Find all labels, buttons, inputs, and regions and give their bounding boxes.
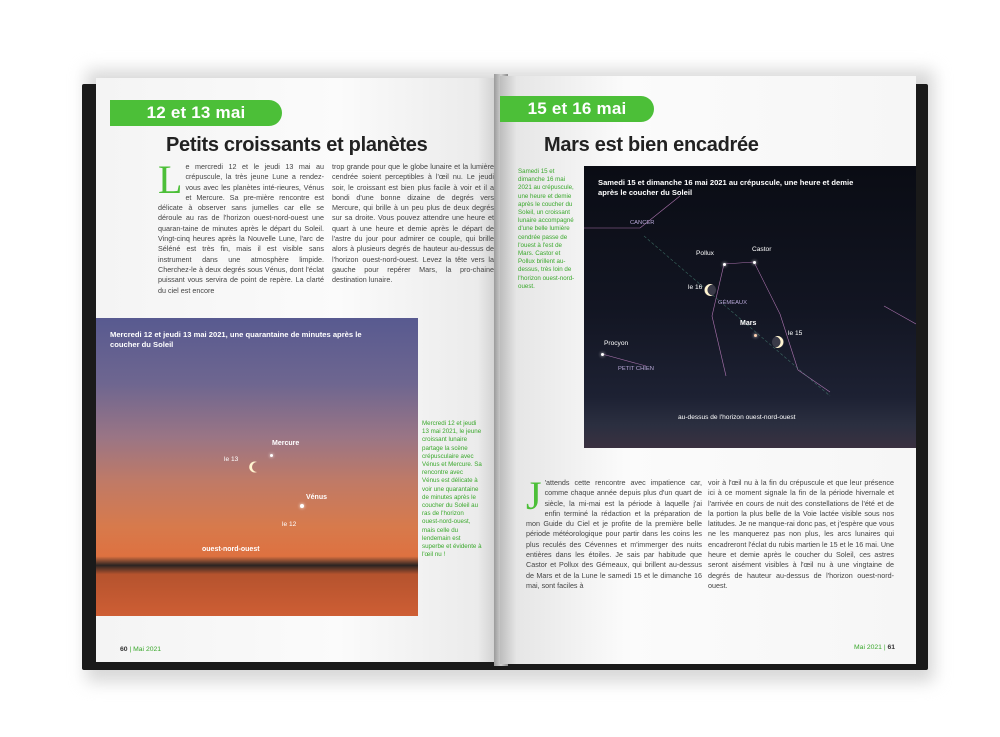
procyon-dot	[601, 353, 604, 356]
left-sky-photo	[96, 318, 418, 616]
procyon-label: Procyon	[604, 340, 629, 347]
pollux-dot	[723, 263, 726, 266]
mercury-dot	[270, 454, 273, 457]
right-date-tab: 15 et 16 mai	[500, 96, 654, 122]
cancer-label: CANCER	[630, 220, 655, 226]
mercury-label: Mercure	[272, 440, 300, 447]
right-sky-photo	[584, 166, 916, 448]
right-article-column-1	[526, 473, 702, 591]
left-date-tab: 12 et 13 mai	[110, 100, 282, 126]
right-footer-issue: Mai 2021	[854, 644, 882, 651]
left-side-caption: Mercredi 12 et jeudi 13 mai 2021, le jeune croissant lunaire partage la scène crépusculaire avec Vénus et Mercure. Sa rencontre avec Vénus est délicate à voir une quarantaine de minutes après le coucher du Soleil au ras de l'horizon ouest-nord-ouest, mais celle du lendemain est superbe et évidente à l'œil nu !	[422, 420, 482, 559]
right-side-caption: Samedi 15 et dimanche 16 mai 2021 au crépuscule, une heure et demie après le coucher du Soleil, un croissant lunaire accompagné d'une belle lumière cendrée passe de l'ouest à l'est de Mars. Castor et Pollux brillent au-dessus, très loin de l'horizon ouest-nord-ouest.	[518, 168, 575, 290]
right-drop-cap: J	[526, 473, 542, 518]
left-drop-cap: L	[158, 157, 183, 202]
left-photo-caption: Mercredi 12 et jeudi 13 mai 2021, une quarantaine de minutes après le coucher du Soleil	[110, 330, 362, 349]
left-footer-issue: Mai 2021	[133, 646, 162, 653]
venus-label: Vénus	[306, 494, 328, 501]
le-15-label: le 15	[788, 330, 803, 337]
right-article-column-2: voir à l'œil nu à la fin du crépuscule et que leur présence ici à ce moment signale la fin de la période hivernale et l'arrivée en cours de nuit des constellations de l'été et de la portion la plus belle de la Voie lactée visible sous nos latitudes. Je ne manque-rai donc pas, et j'espère que vous ne les manquerez pas non plus, les arcs lunaires qui encadreront l'éclat du rubis martien le 15 et le 16 mai. Une heure et demie après le coucher du Soleil, ces astres seront aisément visibles à l'œil nu à une vingtaine de degrés de hauteur au-dessus de l'horizon ouest-nord-ouest.	[708, 478, 894, 590]
right-page	[500, 76, 916, 664]
right-page-footer: Mai 2021 | 61	[854, 644, 896, 651]
le-13-label: le 13	[224, 456, 239, 463]
gemeaux-label: GÉMEAUX	[718, 300, 747, 306]
petit-chien-label: PETIT CHIEN	[618, 366, 654, 372]
venus-dot	[300, 504, 304, 508]
constellation-lines	[584, 166, 916, 448]
left-article-title: Petits croissants et planètes	[166, 134, 428, 156]
castor-dot	[753, 261, 756, 264]
le-12-label: le 12	[282, 521, 297, 528]
mars-dot	[754, 334, 757, 337]
left-article-column-1	[158, 157, 324, 296]
mars-label: Mars	[740, 320, 757, 327]
moon-crescent-icon-16	[702, 282, 718, 298]
castor-label: Castor	[752, 246, 772, 253]
pollux-label: Pollux	[696, 250, 714, 257]
left-column-1-text: e mercredi 12 et le jeudi 13 mai au crépuscule, la très jeune Lune a rendez-vous avec les planètes inté-rieures, Vénus et Mercure. Sa pre-mière rencontre est délicate à observer sans jumelles car elle se déroule au ras de l'horizon ouest-nord-ouest une quaran-taine de minutes après le départ du Soleil. Vingt-cinq heures après la Nouvelle Lune, l'arc de Séléné est très fin, mais il est visible sans instrument dans une atmosphère limpide. Cherchez-le à deux degrés sous Vénus, dont l'éclat puissant vous servira de point de repère. La clarté du ciel est encore	[158, 162, 324, 295]
right-article-title: Mars est bien encadrée	[544, 134, 759, 156]
right-page-number: 61	[887, 644, 896, 651]
horizon-label-right: au-dessus de l'horizon ouest-nord-ouest	[678, 414, 796, 421]
left-page-footer: 60 | Mai 2021	[120, 646, 162, 653]
moon-crescent-icon-15	[770, 334, 786, 350]
left-page	[96, 78, 502, 662]
horizon-label-left: ouest-nord-ouest	[202, 546, 260, 553]
left-page-number: 60	[120, 646, 128, 653]
right-column-1-text: 'attends cette rencontre avec impatience car, comme chaque année depuis plus d'un quart de siècle, la mi-mai est la période à laquelle j'ai enfin terminé la rédaction et la préparation de mon Guide du Ciel et je profite de la première belle période météorologique pour partir dans les coins les plus reculés des Cévennes et m'immerger des nuits entières dans les étoiles. Je sais par habitude que Castor et Pollux des Gémeaux, qui brillent au-dessus de Mars et de la Lune le samedi 15 et le dimanche 16 mai, sont faciles à	[526, 478, 702, 590]
left-article-column-2: trop grande pour que le globe lunaire et la lumière cendrée soient perceptibles à l'œil nu. Le jeudi soir, le croissant est bien plus facile à voir et il a bondi d'une bonne dizaine de degrés vers Mercure, qui brille à un peu plus de deux degrés sur sa droite. Vous pouvez attendre une heure et quart à une heure et demie après le départ de l'astre du jour pour admirer ce couple, qui brille alors à plusieurs degrés de hauteur au-dessus de l'horizon ouest-nord-ouest. Levez la tête vers la gauche pour repérer Mars, la pro-chaine destination lunaire.	[332, 162, 494, 285]
le-16-label: le 16	[688, 284, 703, 291]
right-photo-caption: Samedi 15 et dimanche 16 mai 2021 au crépuscule, une heure et demie après le coucher du Soleil	[598, 178, 854, 197]
moon-crescent-icon-13	[248, 460, 262, 474]
